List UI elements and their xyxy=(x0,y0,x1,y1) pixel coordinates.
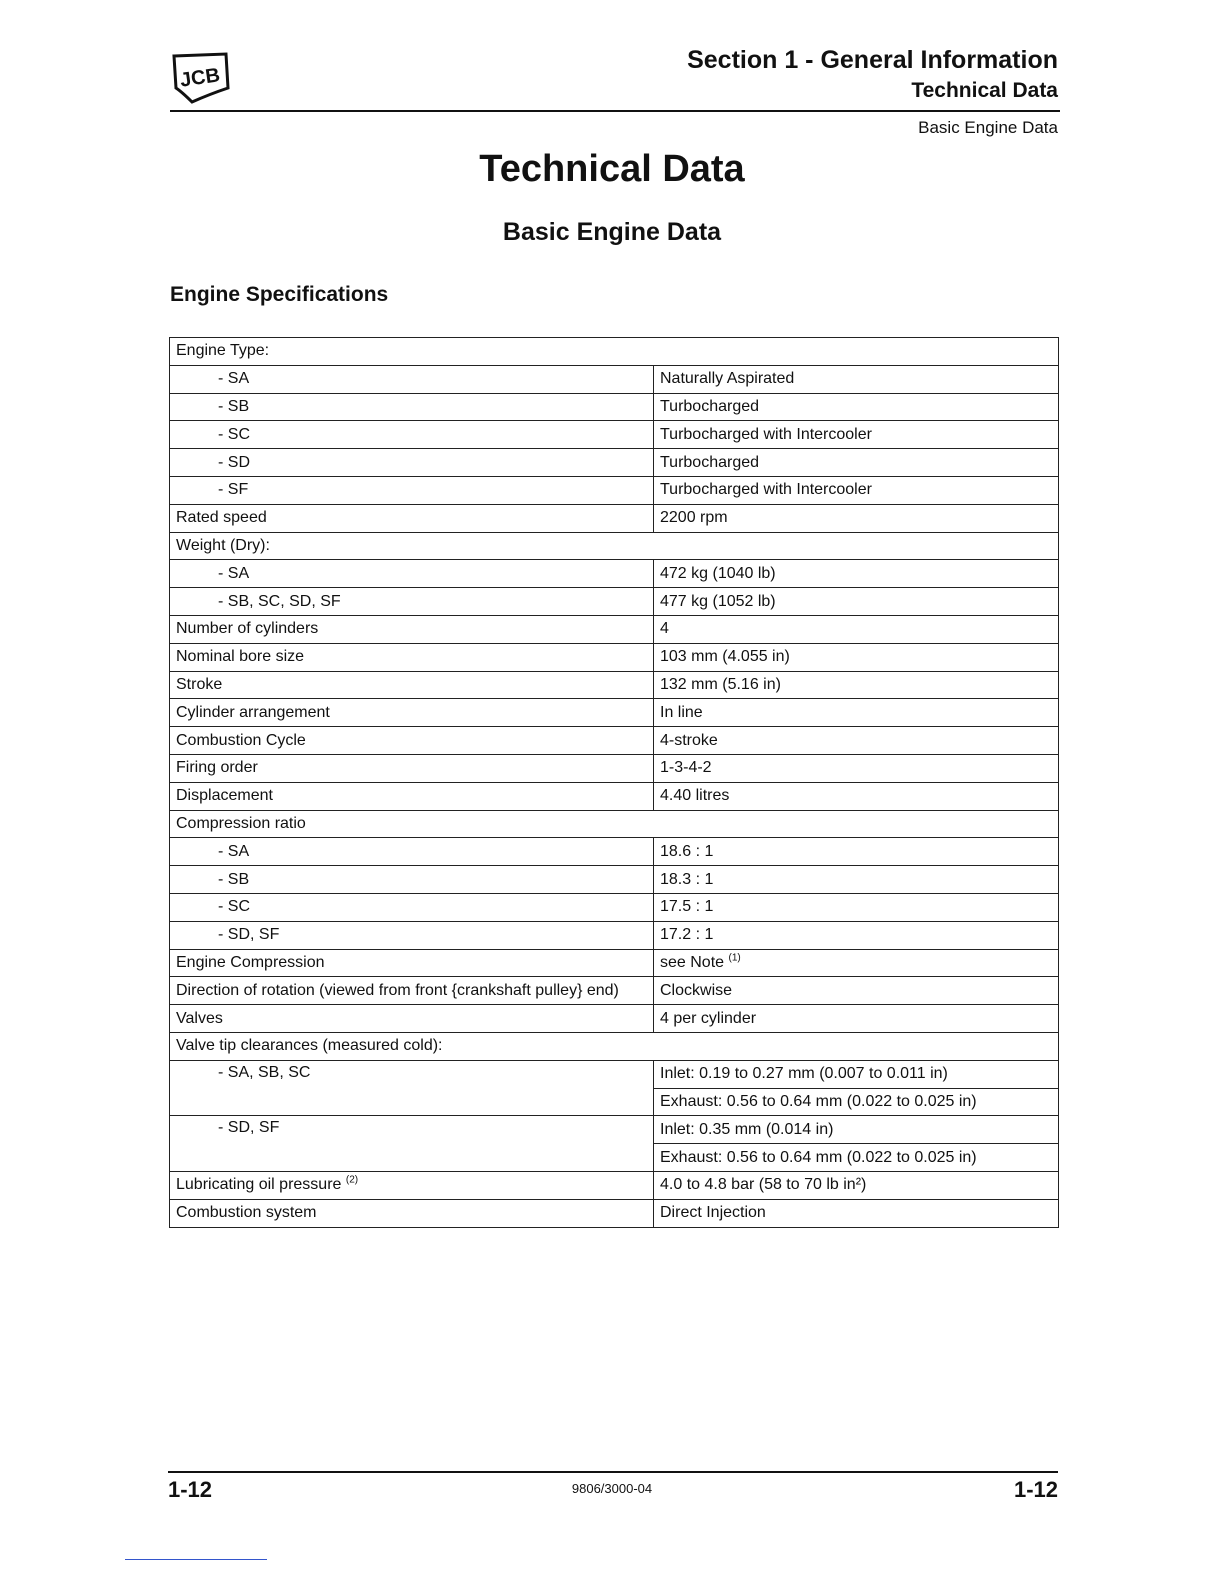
oil-pressure-label: Lubricating oil pressure xyxy=(176,1176,342,1194)
row-label: Firing order xyxy=(170,754,654,782)
row-label: Cylinder arrangement xyxy=(170,699,654,727)
row-value: Inlet: 0.35 mm (0.014 in) xyxy=(654,1116,1059,1144)
row-value: Turbocharged with Intercooler xyxy=(654,421,1059,449)
table-row xyxy=(170,449,1059,477)
row-value: 4 per cylinder xyxy=(654,1005,1059,1033)
jcb-logo xyxy=(170,48,232,104)
engine-compression-value: see Note xyxy=(660,953,725,971)
table-row xyxy=(170,754,1059,782)
row-value: 4-stroke xyxy=(654,727,1059,755)
row-label: Valves xyxy=(170,1005,654,1033)
row-label: Number of cylinders xyxy=(170,615,654,643)
row-label: - SA xyxy=(170,560,654,588)
table-row xyxy=(170,782,1059,810)
row-label: Engine Compression xyxy=(170,949,654,977)
table-row xyxy=(170,699,1059,727)
engine-specifications-heading: Engine Specifications xyxy=(170,283,389,306)
document-number: 9806/3000-04 xyxy=(571,1481,653,1496)
table-row xyxy=(170,365,1059,393)
table-row xyxy=(170,643,1059,671)
table-row xyxy=(170,532,1059,560)
table-row xyxy=(170,560,1059,588)
row-label: - SB xyxy=(170,393,654,421)
row-label: Valve tip clearances (measured cold): xyxy=(170,1032,1059,1060)
page-number-right: 1-12 xyxy=(1013,1477,1058,1502)
row-value: 472 kg (1040 lb) xyxy=(654,560,1059,588)
row-value: Inlet: 0.19 to 0.27 mm (0.007 to 0.011 in) xyxy=(654,1060,1059,1088)
row-label: - SA xyxy=(170,365,654,393)
page-title: Technical Data xyxy=(479,148,745,190)
table-row xyxy=(170,949,1059,977)
row-label: - SD, SF xyxy=(170,921,654,949)
row-label xyxy=(170,1171,654,1199)
row-value xyxy=(654,949,1059,977)
table-row xyxy=(170,893,1059,921)
row-value: Exhaust: 0.56 to 0.64 mm (0.022 to 0.025 in) xyxy=(654,1088,1059,1116)
table-row xyxy=(170,1032,1059,1060)
row-value: 2200 rpm xyxy=(654,504,1059,532)
row-label: - SD xyxy=(170,449,654,477)
row-label: Nominal bore size xyxy=(170,643,654,671)
table-row xyxy=(170,421,1059,449)
row-label: Stroke xyxy=(170,671,654,699)
engine-spec-table xyxy=(169,337,1059,1228)
svg-text:JCB: JCB xyxy=(178,64,222,92)
row-value: 18.3 : 1 xyxy=(654,866,1059,894)
row-value: Direct Injection xyxy=(654,1199,1059,1227)
bottom-divider xyxy=(125,1559,267,1560)
note-reference-1: (1) xyxy=(728,952,741,964)
subsection-title: Technical Data xyxy=(911,79,1058,102)
table-row xyxy=(170,1060,1059,1088)
row-label: Weight (Dry): xyxy=(170,532,1059,560)
table-row xyxy=(170,838,1059,866)
row-value: 17.2 : 1 xyxy=(654,921,1059,949)
row-value: Naturally Aspirated xyxy=(654,365,1059,393)
row-value: Turbocharged xyxy=(654,393,1059,421)
row-label: Combustion Cycle xyxy=(170,727,654,755)
table-row xyxy=(170,977,1059,1005)
table-row xyxy=(170,504,1059,532)
table-row xyxy=(170,393,1059,421)
topic-label: Basic Engine Data xyxy=(918,118,1058,137)
row-value: Turbocharged with Intercooler xyxy=(654,476,1059,504)
table-row xyxy=(170,727,1059,755)
table-row xyxy=(170,588,1059,616)
row-value: Exhaust: 0.56 to 0.64 mm (0.022 to 0.025 in) xyxy=(654,1144,1059,1172)
row-label: - SF xyxy=(170,476,654,504)
row-value: 17.5 : 1 xyxy=(654,893,1059,921)
table-row xyxy=(170,921,1059,949)
row-value: 4 xyxy=(654,615,1059,643)
footer-rule xyxy=(168,1471,1058,1473)
row-label: Direction of rotation (viewed from front {crankshaft pulley} end) xyxy=(170,977,654,1005)
row-label: - SC xyxy=(170,893,654,921)
row-value: 477 kg (1052 lb) xyxy=(654,588,1059,616)
row-value: Clockwise xyxy=(654,977,1059,1005)
row-value: 132 mm (5.16 in) xyxy=(654,671,1059,699)
row-value: 18.6 : 1 xyxy=(654,838,1059,866)
row-label: - SB, SC, SD, SF xyxy=(170,588,654,616)
row-label: - SC xyxy=(170,421,654,449)
row-label: - SB xyxy=(170,866,654,894)
table-row xyxy=(170,866,1059,894)
section-title: Section 1 - General Information xyxy=(687,46,1058,74)
table-row xyxy=(170,1005,1059,1033)
row-label: Compression ratio xyxy=(170,810,1059,838)
row-label: - SD, SF xyxy=(170,1116,654,1172)
page-number-left: 1-12 xyxy=(168,1477,213,1502)
row-value: Turbocharged xyxy=(654,449,1059,477)
table-row xyxy=(170,476,1059,504)
row-value: 103 mm (4.055 in) xyxy=(654,643,1059,671)
table-row xyxy=(170,615,1059,643)
table-row xyxy=(170,1199,1059,1227)
row-value: 4.0 to 4.8 bar (58 to 70 lb in²) xyxy=(654,1171,1059,1199)
table-row xyxy=(170,338,1059,366)
table-row xyxy=(170,1116,1059,1144)
table-row xyxy=(170,810,1059,838)
row-value: 4.40 litres xyxy=(654,782,1059,810)
row-label: Engine Type: xyxy=(170,338,1059,366)
row-label: Rated speed xyxy=(170,504,654,532)
row-value: In line xyxy=(654,699,1059,727)
row-label: Displacement xyxy=(170,782,654,810)
page-subtitle: Basic Engine Data xyxy=(502,218,722,246)
row-label: - SA xyxy=(170,838,654,866)
row-label: Combustion system xyxy=(170,1199,654,1227)
table-row xyxy=(170,1171,1059,1199)
row-label: - SA, SB, SC xyxy=(170,1060,654,1116)
note-reference-2: (2) xyxy=(345,1174,359,1186)
row-value: 1-3-4-2 xyxy=(654,754,1059,782)
table-row xyxy=(170,671,1059,699)
header-rule xyxy=(170,110,1060,112)
